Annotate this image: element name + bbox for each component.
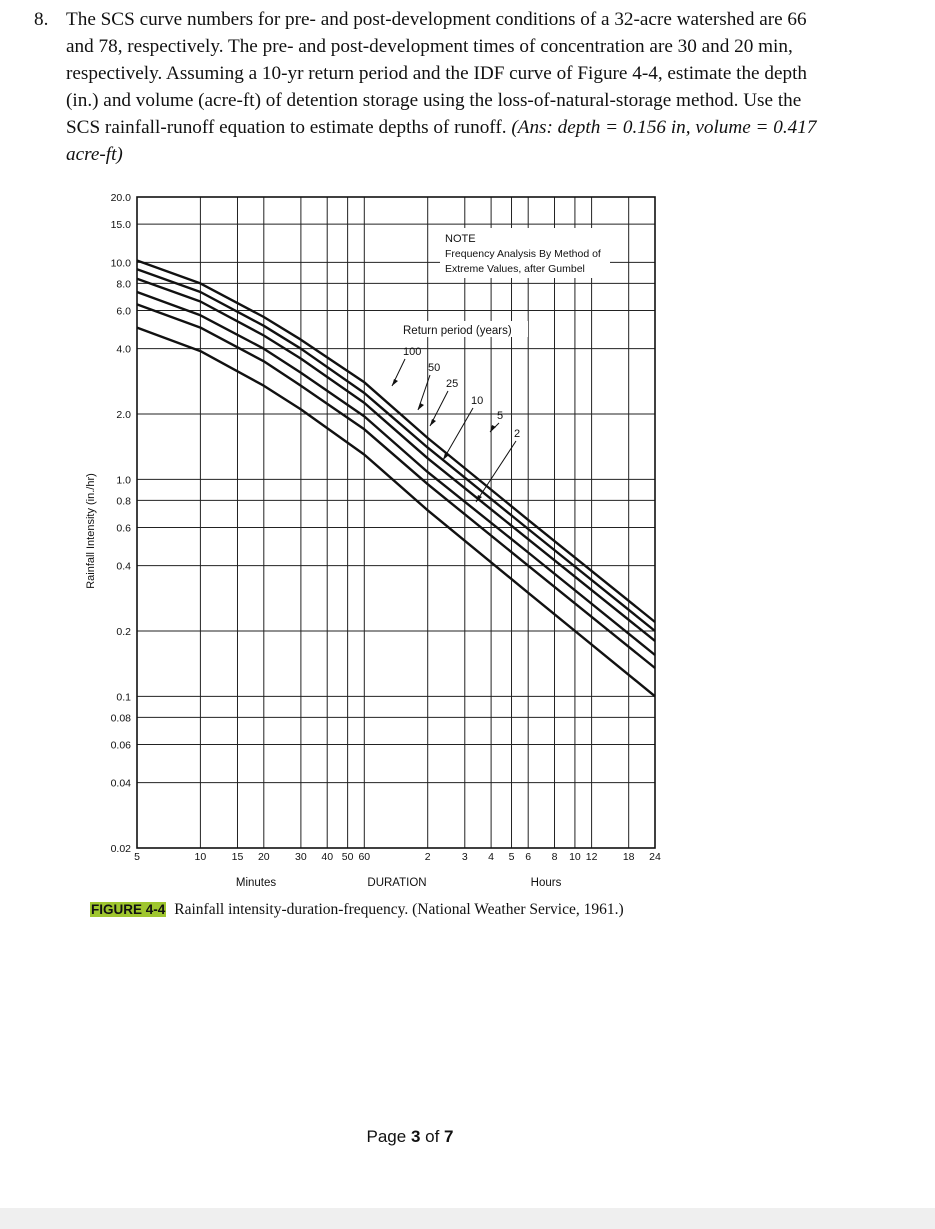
page-current: 3 [410, 1127, 421, 1146]
problem-text: The SCS curve numbers for pre- and post-development conditions of a 32-acre watershed are 66 and 78, respectively. The pre- and post-development times of concentration are 30 and 20 min, respectively. Assuming a 10-yr return period and the IDF curve of Figure 4-4, estimate the depth (in.) and volume (acre-ft) of detention storage using the loss-of-natural-storage method. Use the SCS rainfall-runoff equation to estimate depths of runoff. [66, 9, 808, 138]
page-prefix: Page [366, 1127, 411, 1146]
page-total: 7 [444, 1127, 454, 1146]
x-tick-label: 24 [649, 851, 661, 863]
series-label-2: 2 [514, 428, 521, 440]
x-tick-label: 50 [341, 851, 354, 863]
y-tick-label: 1.0 [116, 474, 131, 487]
x-tick-label: 12 [585, 851, 598, 863]
y-tick-label: 0.4 [116, 560, 131, 573]
figure-label: FIGURE 4-4 [91, 902, 166, 917]
problem-number: 8. [34, 9, 49, 30]
y-tick-label: 6.0 [116, 305, 131, 318]
figure-caption [90, 901, 624, 919]
x-tick-label: 5 [508, 851, 515, 863]
page-footer [0, 1127, 820, 1147]
note-line: NOTE [445, 233, 476, 245]
x-axis-label: DURATION [367, 877, 427, 889]
y-tick-label: 8.0 [116, 278, 131, 291]
series-label-100: 100 [403, 346, 422, 358]
page-middle: of [420, 1127, 445, 1146]
x-tick-label: 20 [257, 851, 270, 863]
x-tick-label: 10 [569, 851, 581, 863]
x-tick-label: 18 [622, 851, 635, 863]
y-tick-label: 0.08 [110, 712, 131, 725]
y-tick-label: 0.06 [110, 739, 131, 752]
y-tick-label: 15.0 [110, 219, 131, 232]
x-unit-label-minutes: Minutes [235, 877, 277, 889]
figure-caption-text: Rainfall intensity-duration-frequency. (National Weather Service, 1961.) [174, 901, 624, 918]
legend-title: Return period (years) [403, 325, 512, 337]
x-tick-label: 4 [488, 851, 495, 863]
x-tick-label: 5 [134, 851, 140, 863]
plot-frame [137, 197, 655, 848]
problem-answer: (Ans: depth = 0.156 in, volume = 0.417 acre-ft) [66, 117, 817, 165]
x-tick-label: 30 [295, 851, 307, 863]
x-tick-label: 6 [525, 851, 532, 863]
series-label-25: 25 [446, 378, 459, 390]
y-tick-label: 20.0 [110, 192, 131, 204]
y-tick-label: 4.0 [116, 343, 131, 356]
chart-grid [137, 197, 655, 848]
y-tick-label: 0.2 [116, 626, 131, 638]
y-tick-label: 2.0 [116, 409, 131, 421]
series-label-50: 50 [428, 362, 441, 374]
x-tick-label: 60 [358, 851, 371, 863]
y-tick-label: 0.1 [116, 691, 131, 704]
series-pointer-10 [443, 408, 473, 460]
y-tick-label: 0.6 [116, 522, 131, 535]
x-tick-label: 2 [424, 851, 431, 863]
x-tick-label: 10 [194, 851, 207, 863]
series-label-10: 10 [471, 395, 484, 407]
y-tick-label: 0.02 [110, 843, 131, 855]
series-line-10 [137, 292, 655, 655]
x-tick-label: 3 [461, 851, 468, 863]
y-tick-label: 0.8 [116, 495, 131, 508]
y-axis-label: Rainfall Intensity (in./hr) [85, 473, 97, 589]
x-tick-label: 8 [551, 851, 558, 863]
y-tick-label: 10.0 [110, 257, 131, 270]
x-tick-label: 15 [231, 851, 244, 863]
series-arrowhead-100 [392, 379, 398, 386]
note-line: Extreme Values, after Gumbel [445, 263, 585, 275]
series-line-2 [137, 328, 655, 697]
series-label-5: 5 [497, 410, 504, 422]
viewer-bottom-bar [0, 1208, 935, 1229]
x-unit-label-hours: Hours [530, 877, 562, 889]
series-line-25 [137, 279, 655, 641]
y-tick-label: 0.04 [110, 777, 131, 790]
x-tick-label: 40 [321, 851, 334, 863]
series-arrowhead-25 [430, 419, 436, 426]
note-line: Frequency Analysis By Method of [445, 248, 601, 260]
